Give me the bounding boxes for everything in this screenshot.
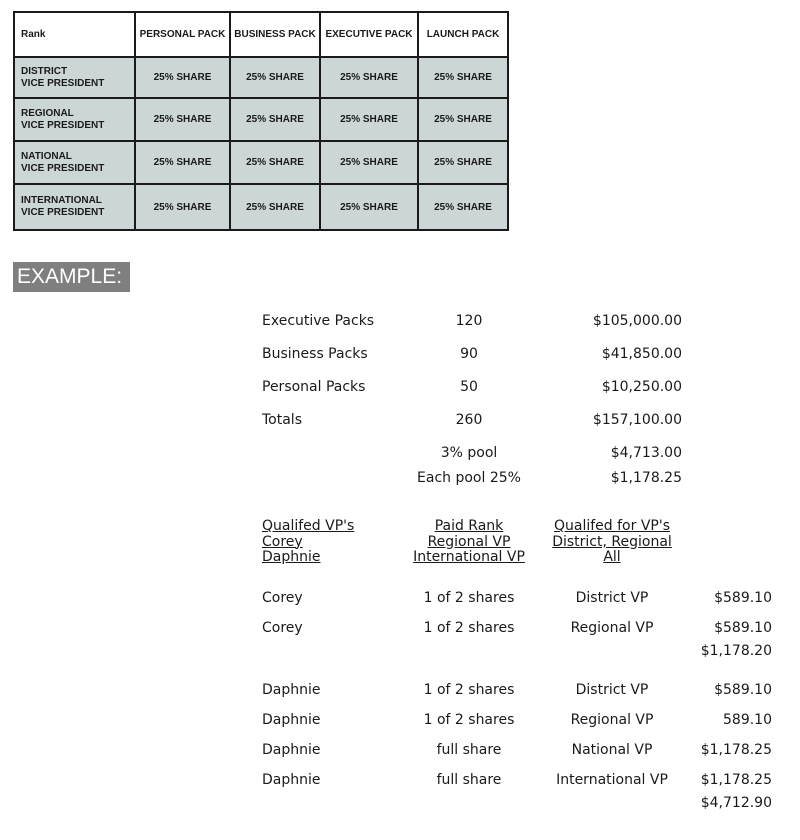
payout-rank: International VP [556,772,668,788]
payout-name: Daphnie [262,742,321,758]
payout-shares: full share [436,772,502,788]
launch-pack-header: LAUNCH PACK [419,13,507,58]
payout-name: Daphnie [262,682,321,698]
pool-label: 3% pool [440,445,498,461]
payout-amount: $1,178.25 [700,742,772,758]
pack-amount: $10,250.00 [601,379,682,395]
pack-count: 90 [460,346,478,362]
share-cell: 25% SHARE [136,58,231,99]
payout-name: Daphnie [262,772,321,788]
totals-label: Totals [262,412,302,428]
share-cell: 25% SHARE [434,201,492,213]
pack-count: 120 [455,313,483,329]
share-cell: 25% SHARE [419,58,507,99]
pack-name: Executive Packs [262,313,375,329]
paid-rank-header: Paid Rank Regional VP International VP [413,518,525,565]
corey-subtotal: $1,178.20 [700,643,772,659]
pack-name: Personal Packs [262,379,366,395]
share-cell: 25% SHARE [136,142,231,185]
share-cell: 25% SHARE [136,99,231,142]
qualified-for-header: Qualifed for VP's District, Regional All [552,518,672,565]
share-cell: 25% SHARE [419,142,507,185]
payout-amount: $589.10 [714,590,772,606]
executive-pack-header: EXECUTIVE PACK [321,13,419,58]
pool-amount: $4,713.00 [610,445,682,461]
share-cell: 25% SHARE [136,185,231,229]
payout-shares: 1 of 2 shares [423,712,515,728]
pack-amount: $41,850.00 [601,346,682,362]
daphnie-subtotal: $4,712.90 [700,795,772,811]
payout-rank: District VP [575,590,649,606]
pack-count: 50 [460,379,478,395]
share-cell: 25% SHARE [231,142,321,185]
pack-amount: $105,000.00 [592,313,682,329]
payout-name: Corey [262,590,303,606]
totals-amount: $157,100.00 [592,412,682,428]
share-cell: 25% SHARE [321,99,419,142]
rank-name-international: INTERNATIONAL VICE PRESIDENT [15,185,136,229]
rank-name-district: DISTRICT VICE PRESIDENT [15,58,136,99]
share-cell: 25% SHARE [321,58,419,99]
example-label: EXAMPLE: [13,262,130,292]
payout-amount: $1,178.25 [700,772,772,788]
payout-rank: National VP [571,742,653,758]
payout-rank: Regional VP [570,620,654,636]
rank-name-national: NATIONAL VICE PRESIDENT [15,142,136,185]
payout-shares: 1 of 2 shares [423,682,515,698]
payout-rank: Regional VP [570,712,654,728]
share-cell: 25% SHARE [321,185,419,229]
payout-name: Daphnie [262,712,321,728]
business-pack-header: BUSINESS PACK [231,13,321,58]
share-cell: 25% SHARE [321,142,419,185]
qualified-vps-header: Qualifed VP's Corey Daphnie [262,518,355,565]
personal-pack-header: PERSONAL PACK [136,13,231,58]
payout-amount: $589.10 [714,682,772,698]
pack-name: Business Packs [262,346,368,362]
rank-share-table [13,11,509,231]
share-cell: 25% SHARE [419,99,507,142]
totals-count: 260 [455,412,483,428]
rank-header: Rank [15,13,136,58]
each-pool-label: Each pool 25% [417,470,521,486]
payout-shares: 1 of 2 shares [423,620,515,636]
payout-shares: 1 of 2 shares [423,590,515,606]
payout-amount: 589.10 [723,712,772,728]
rank-name-regional: REGIONAL VICE PRESIDENT [15,99,136,142]
share-cell: 25% SHARE [231,185,321,229]
payout-name: Corey [262,620,303,636]
each-pool-amount: $1,178.25 [610,470,682,486]
share-cell: 25% SHARE [231,99,321,142]
payout-rank: District VP [575,682,649,698]
payout-amount: $589.10 [714,620,772,636]
payout-shares: full share [436,742,502,758]
share-cell: 25% SHARE [231,58,321,99]
